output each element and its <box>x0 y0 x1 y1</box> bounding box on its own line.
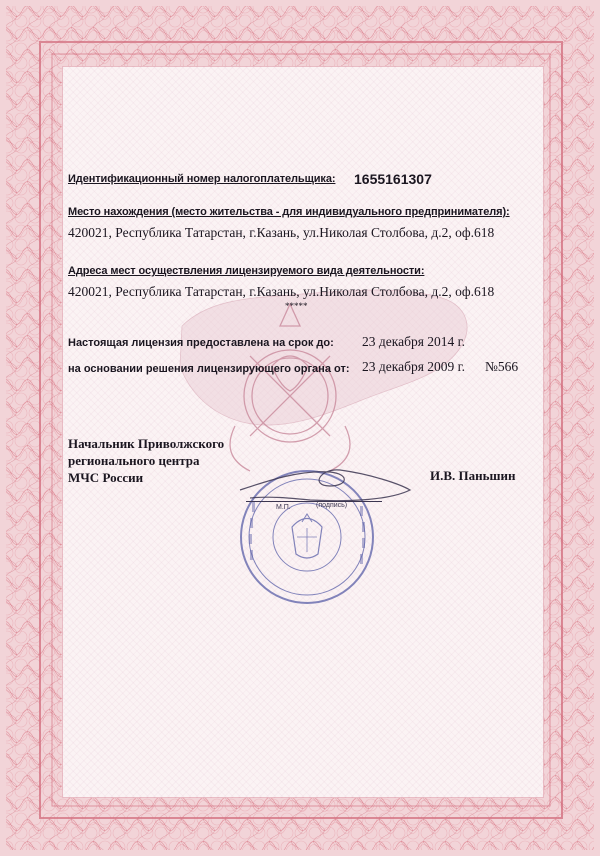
mp-label: М.П. <box>276 504 291 511</box>
inn-value: 1655161307 <box>354 171 432 187</box>
separator-stars: ***** <box>285 301 308 311</box>
signature-caption: (подпись) <box>316 502 348 509</box>
signature-line <box>246 501 382 502</box>
signatory-title-line2: регионального центра <box>68 453 200 468</box>
signatory-title-line1: Начальник Приволжского <box>68 436 225 451</box>
validity-label: Настоящая лицензия предоставлена на срок до: <box>68 337 334 349</box>
validity-value: 23 декабря 2014 г. <box>362 334 466 349</box>
signatory-name: И.В. Паньшин <box>430 468 516 483</box>
basis-label: на основании решения лицензирующего органа от: <box>68 363 350 375</box>
basis-number: №566 <box>485 359 519 374</box>
basis-date: 23 декабря 2009 г. <box>362 359 466 374</box>
activity-addresses-value: 420021, Республика Татарстан, г.Казань, ул.Николая Столбова, д.2, оф.618 <box>68 284 495 299</box>
location-value: 420021, Республика Татарстан, г.Казань, ул.Николая Столбова, д.2, оф.618 <box>68 225 495 240</box>
signatory-title-line3: МЧС России <box>68 470 144 485</box>
location-label: Место нахождения (место жительства - для индивидуального предпринимателя): <box>68 206 510 218</box>
activity-addresses-label: Адреса мест осуществления лицензируемого вида деятельности: <box>68 265 425 277</box>
inn-label: Идентификационный номер налогоплательщика: <box>68 173 336 185</box>
